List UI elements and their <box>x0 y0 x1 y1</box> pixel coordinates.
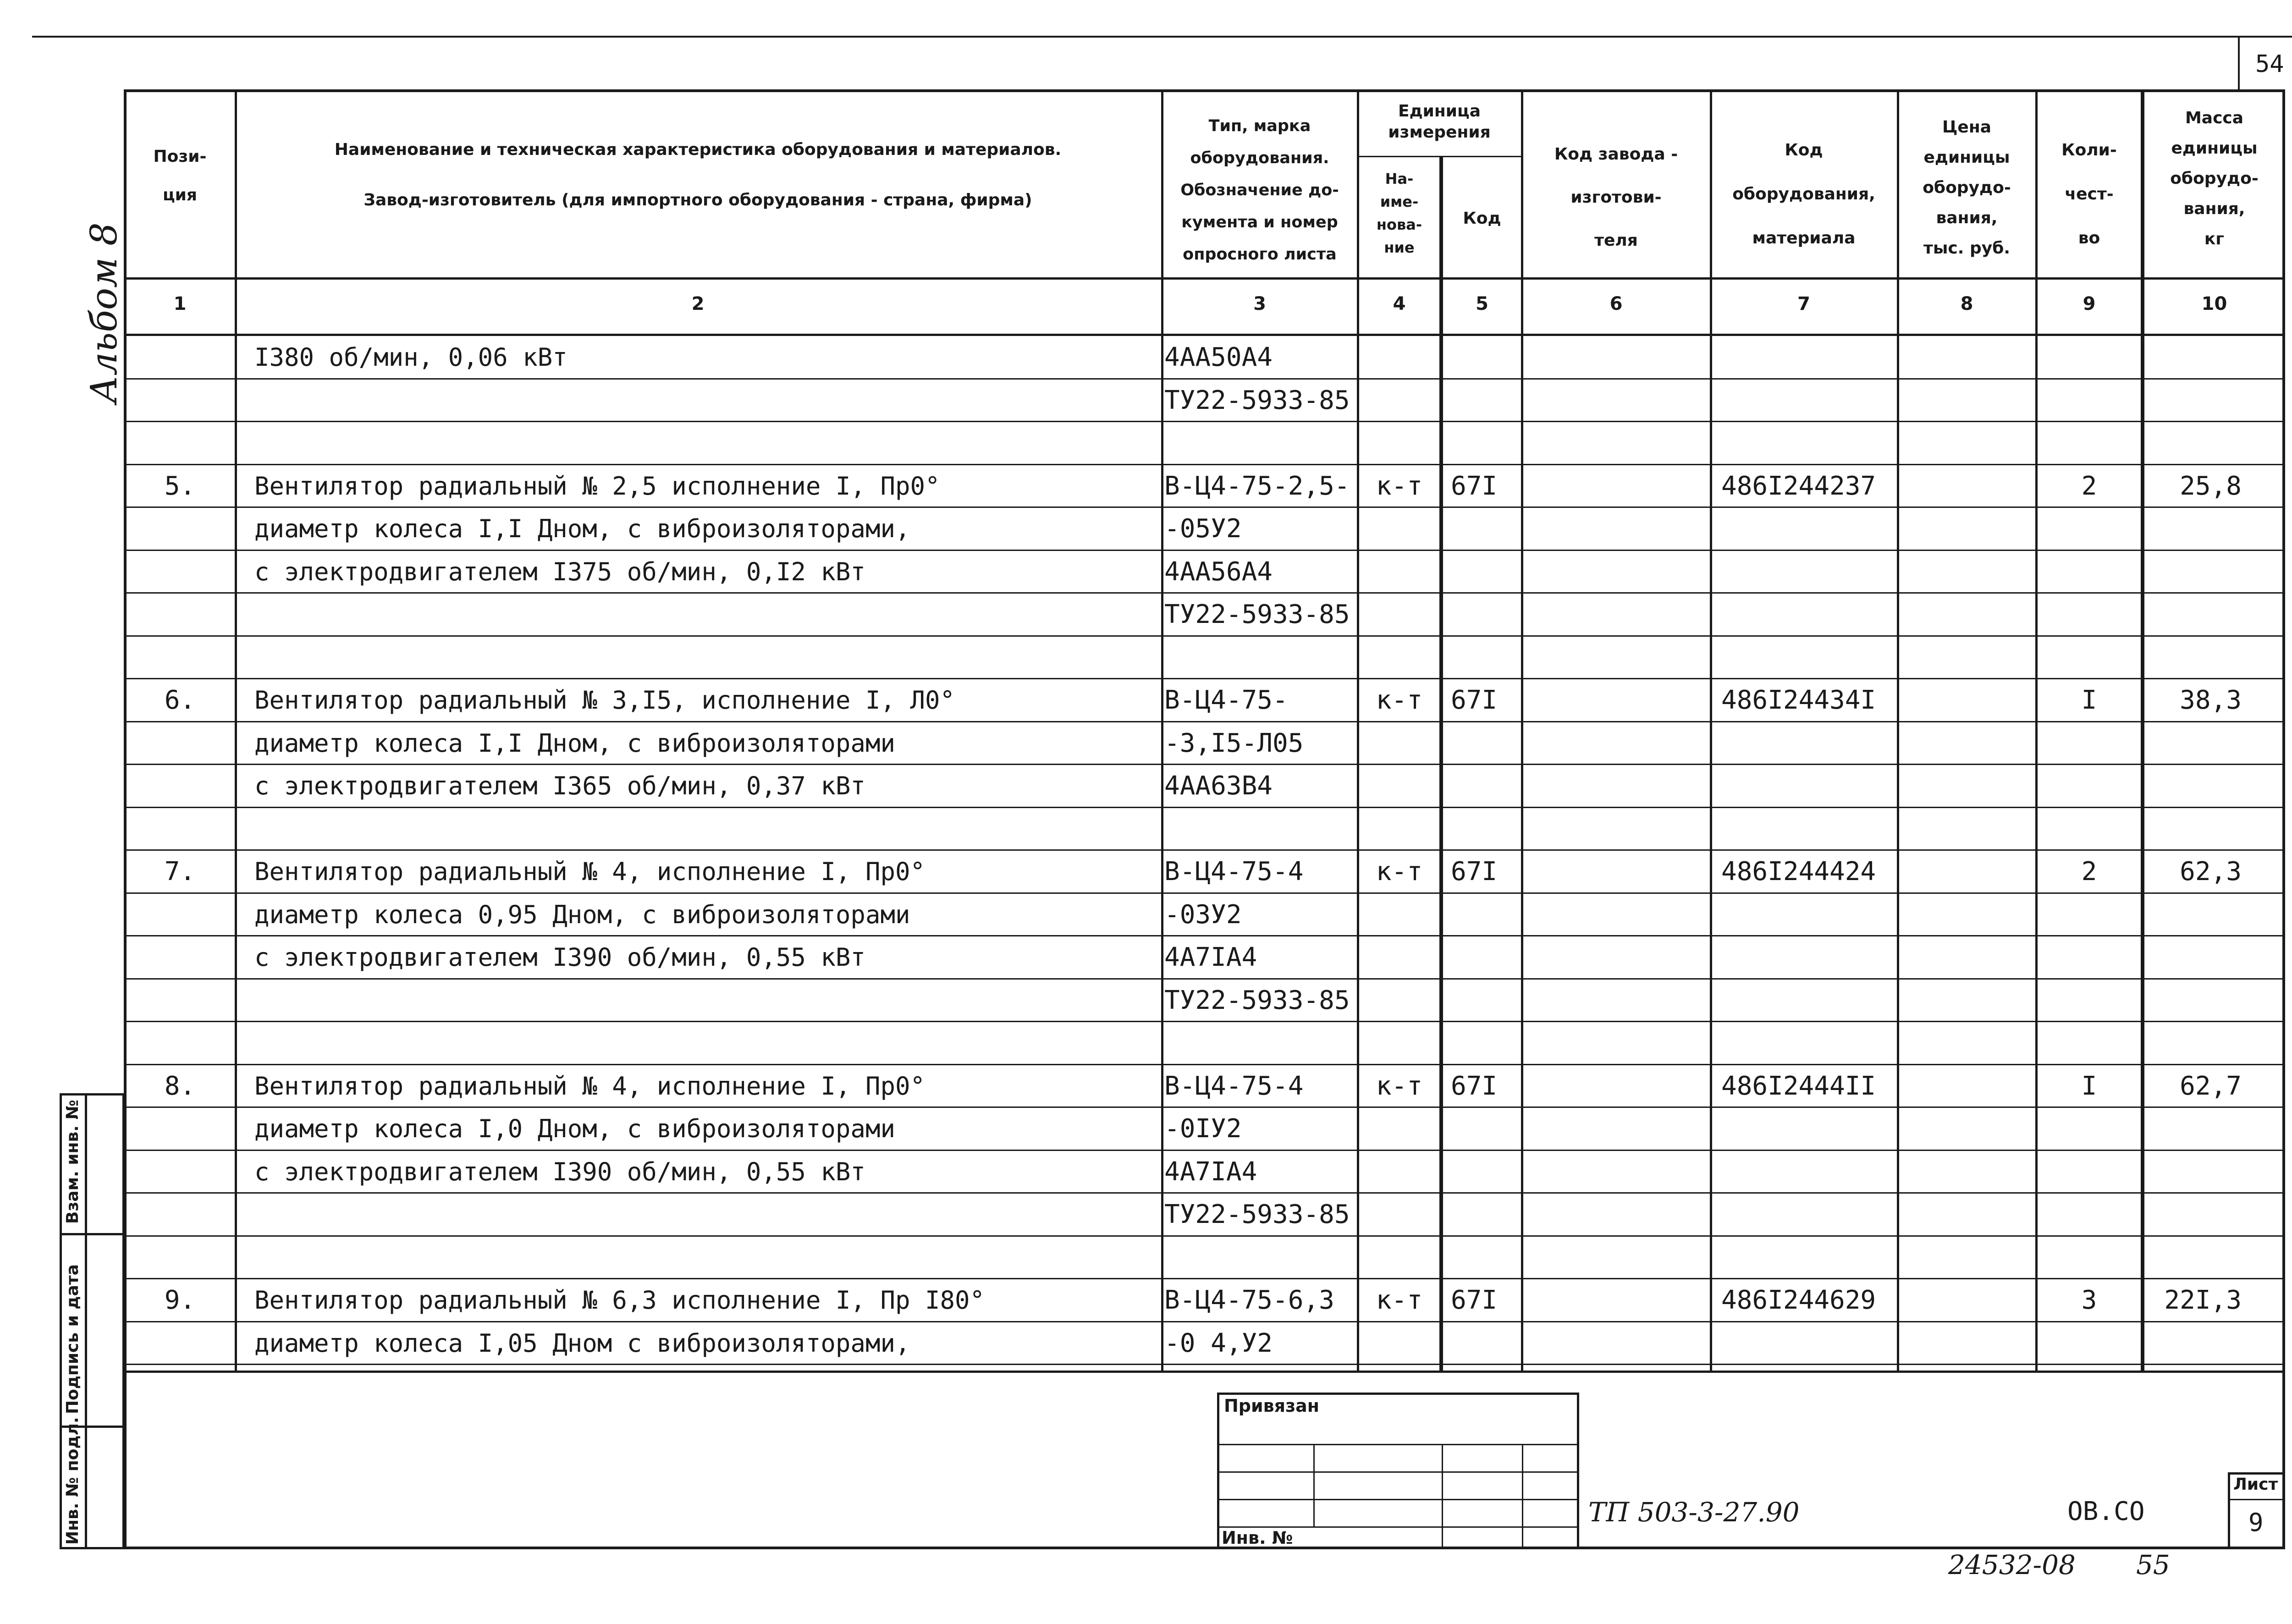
col-sep-9 <box>2141 89 2144 1373</box>
header-type: Тип, марка оборудования. Обозначение до- кумента и номер опросного листа <box>1180 117 1339 264</box>
row-unit: к-т <box>1376 685 1423 715</box>
row-name: диаметр колеса I,I Дном, с виброизоляторами <box>254 728 895 758</box>
row-name: диаметр колеса I,05 Дном с виброизоляторами, <box>254 1328 910 1358</box>
row-type: 4АА50А4 <box>1164 342 1273 372</box>
col-sep-6 <box>1710 89 1712 1373</box>
header-name-line1: Наименование и техническая характеристика оборудования и материалов. <box>334 140 1062 159</box>
row-type: -0 4,У2 <box>1164 1328 1273 1358</box>
row-type: 4АА63В4 <box>1164 771 1273 801</box>
row-unit-code: 67I <box>1451 471 1498 501</box>
sheet-label: Лист <box>2233 1475 2278 1494</box>
row-separator <box>124 849 2285 851</box>
page-number-box-left <box>2238 36 2240 91</box>
footer-number: 24532-08 <box>1948 1549 2076 1580</box>
colnum-5: 5 <box>1476 293 1488 314</box>
sheet-box-mid <box>2228 1499 2285 1500</box>
row-type: В-Ц4-75-2,5- <box>1164 471 1350 501</box>
col-sep-8 <box>2035 89 2038 1373</box>
row-type: В-Ц4-75- <box>1164 685 1288 715</box>
row-unit-code: 67I <box>1451 857 1498 886</box>
row-mass: 62,7 <box>2180 1071 2242 1101</box>
colnum-1: 1 <box>173 293 187 314</box>
colnum-2: 2 <box>691 293 705 314</box>
row-equip-code: 486I244629 <box>1721 1285 1876 1315</box>
row-unit: к-т <box>1376 1071 1423 1101</box>
privyazan-row3 <box>1217 1499 1579 1500</box>
row-name: с электродвигателем I390 об/мин, 0,55 кВт <box>254 943 865 972</box>
row-position: 9. <box>164 1285 196 1315</box>
unit-group-divider <box>1357 156 1522 157</box>
row-type: ТУ22-5933-85 <box>1164 985 1350 1015</box>
row-equip-code: 486I244237 <box>1721 471 1876 501</box>
row-separator <box>124 1064 2285 1065</box>
header-name-line2: Завод-изготовитель (для импортного оборудования - страна, фирма) <box>364 191 1032 209</box>
row-name: Вентилятор радиальный № 3,I5, исполнение I, Л0° <box>254 686 955 715</box>
row-quantity: I <box>2081 685 2097 715</box>
document-code: ТП 503-3-27.90 <box>1588 1497 1800 1528</box>
sheet-box-left <box>2228 1472 2230 1549</box>
row-type: В-Ц4-75-6,3 <box>1164 1285 1334 1315</box>
row-mass: 38,3 <box>2180 685 2242 715</box>
header-unit-name: На- име- нова- ние <box>1376 170 1422 256</box>
side-label-inv-orig: Инв. № подл. <box>63 1417 82 1545</box>
row-equip-code: 486I244424 <box>1721 857 1876 886</box>
row-type: ТУ22-5933-85 <box>1164 385 1350 415</box>
col-sep-3 <box>1357 89 1359 1373</box>
privyazan-col2 <box>1442 1444 1443 1549</box>
row-type: В-Ц4-75-4 <box>1164 1071 1304 1101</box>
row-name: с электродвигателем I390 об/мин, 0,55 кВт <box>254 1157 865 1186</box>
row-quantity: 2 <box>2081 857 2097 886</box>
col-sep-7 <box>1897 89 1899 1373</box>
row-unit: к-т <box>1376 857 1423 886</box>
row-position: 6. <box>164 685 196 715</box>
row-separator <box>124 1278 2285 1279</box>
row-type: 4АА56А4 <box>1164 556 1273 587</box>
col-sep-2 <box>1161 89 1163 1373</box>
row-type: -05У2 <box>1164 514 1242 544</box>
row-unit-code: 67I <box>1451 1071 1498 1101</box>
row-type: 4А7IА4 <box>1164 942 1257 972</box>
page-number: 54 <box>2255 50 2284 78</box>
col-sep-5 <box>1521 89 1523 1373</box>
row-name: Вентилятор радиальный № 4, исполнение I, Пр0° <box>254 1071 925 1101</box>
colnum-7: 7 <box>1797 293 1810 314</box>
privyazan-col3 <box>1522 1444 1523 1549</box>
side-stamp-div1 <box>60 1233 125 1235</box>
header-factory-code: Код завода - изготови- теля <box>1554 145 1678 250</box>
side-stamp-inner <box>85 1093 87 1549</box>
row-type: В-Ц4-75-4 <box>1164 857 1304 886</box>
row-quantity: 3 <box>2081 1285 2097 1315</box>
row-quantity: I <box>2081 1071 2097 1101</box>
colnum-10: 10 <box>2201 293 2227 314</box>
row-mass: 62,3 <box>2180 857 2242 886</box>
colnum-bottom-line <box>124 334 2285 336</box>
row-quantity: 2 <box>2081 471 2097 501</box>
row-equip-code: 486I24434I <box>1721 685 1876 715</box>
inv-no-label: Инв. № <box>1222 1528 1293 1548</box>
row-name: диаметр колеса I,I Дном, с виброизоляторами, <box>254 514 910 543</box>
row-name: с электродвигателем I365 об/мин, 0,37 кВт <box>254 771 865 800</box>
row-type: -0IУ2 <box>1164 1114 1242 1144</box>
row-separator <box>124 678 2285 679</box>
col-sep-1 <box>235 89 237 1373</box>
row-type: ТУ22-5933-85 <box>1164 1200 1350 1229</box>
privyazan-row1 <box>1217 1444 1579 1445</box>
colnum-4: 4 <box>1393 293 1406 314</box>
privyazan-col1 <box>1313 1444 1315 1526</box>
header-unit-code: Код <box>1463 209 1501 228</box>
album-note: Альбом 8 <box>83 222 125 403</box>
colnum-6: 6 <box>1609 293 1623 314</box>
document-mark: ОВ.СО <box>2067 1497 2145 1526</box>
colnum-3: 3 <box>1253 293 1266 314</box>
row-name: I380 об/мин, 0,06 кВт <box>254 343 567 372</box>
header-price: Цена единицы оборудо- вания, тыс. руб. <box>1923 118 2011 258</box>
row-unit: к-т <box>1376 471 1423 501</box>
footer-page: 55 <box>2136 1549 2170 1580</box>
row-mass: 25,8 <box>2180 471 2242 501</box>
sheet-number: 9 <box>2248 1508 2264 1537</box>
row-unit-code: 67I <box>1451 1285 1498 1315</box>
row-type: 4А7IА4 <box>1164 1156 1257 1187</box>
header-mass: Масса единицы оборудо- вания, кг <box>2170 109 2259 248</box>
stamp-top-line <box>124 1371 2285 1373</box>
row-name: Вентилятор радиальный № 6,3 исполнение I, Пр I80° <box>254 1286 985 1315</box>
row-unit-code: 67I <box>1451 685 1498 715</box>
sheet-box-top <box>2228 1472 2285 1475</box>
header-unit-group: Единица измерения <box>1388 102 1491 142</box>
row-name: с электродвигателем I375 об/мин, 0,I2 кВт <box>254 557 865 586</box>
side-label-sign-date: Подпись и дата <box>63 1264 82 1414</box>
row-separator <box>124 464 2285 465</box>
colnum-9: 9 <box>2083 293 2096 314</box>
header-equip-code: Код оборудования, материала <box>1732 141 1875 248</box>
row-mass: 22I,3 <box>2164 1285 2242 1315</box>
privyazan-box <box>1217 1393 1579 1549</box>
row-name: Вентилятор радиальный № 2,5 исполнение I, Пр0° <box>254 471 940 501</box>
row-type: -3,I5-Л05 <box>1164 728 1304 758</box>
row-name: Вентилятор радиальный № 4, исполнение I, Пр0° <box>254 857 925 886</box>
side-label-vzam-inv: Взам. инв. № <box>63 1100 82 1224</box>
row-unit: к-т <box>1376 1285 1423 1315</box>
row-name: диаметр колеса 0,95 Дном, с виброизоляторами <box>254 900 910 929</box>
privyazan-row2 <box>1217 1471 1579 1473</box>
header-bottom-line <box>124 277 2285 280</box>
row-position: 8. <box>164 1071 196 1101</box>
row-type: -03У2 <box>1164 899 1242 930</box>
colnum-8: 8 <box>1960 293 1973 314</box>
header-position: Пози- ция <box>153 147 207 204</box>
header-quantity: Коли- чест- во <box>2061 141 2117 248</box>
row-position: 7. <box>164 857 196 886</box>
top-border-line <box>32 36 2292 38</box>
row-equip-code: 486I2444II <box>1721 1071 1876 1101</box>
row-position: 5. <box>164 471 196 501</box>
privyazan-label: Привязан <box>1224 1396 1320 1416</box>
row-type: ТУ22-5933-85 <box>1164 600 1350 629</box>
row-name: диаметр колеса I,0 Дном, с виброизоляторами <box>254 1114 895 1143</box>
